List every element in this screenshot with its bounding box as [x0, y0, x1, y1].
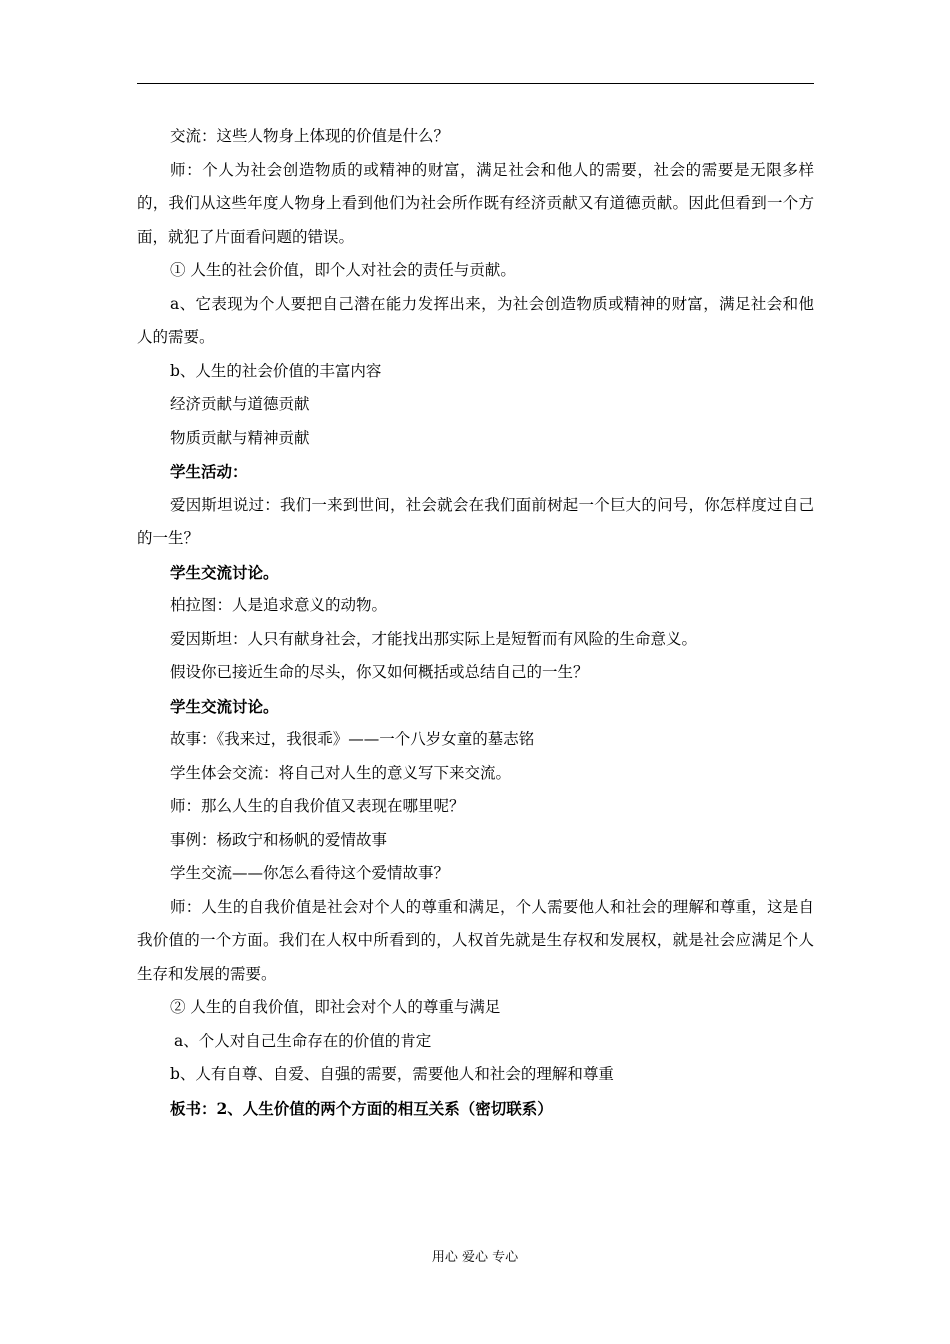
paragraph-social-value: ① 人生的社会价值，即个人对社会的责任与贡献。: [170, 261, 516, 279]
header-rule: [137, 83, 814, 84]
paragraph-student-experience: 学生体会交流：将自己对人生的意义写下来交流。: [170, 763, 512, 782]
paragraph-suppose: 假设你已接近生命的尽头，你又如何概括或总结自己的一生？: [170, 663, 589, 681]
paragraph-einstein-2: 爱因斯坦：人只有献身社会，才能找出那实际上是短暂而有风险的生命意义。: [170, 629, 698, 648]
paragraph-einstein-quote: 爱因斯坦说过：我们一来到世间，社会就会在我们面前树起一个巨大的问号，你怎样度过自己的一生？: [137, 495, 814, 547]
paragraph-self-value-a: a、个人对自己生命存在的价值的肯定: [174, 1031, 432, 1050]
paragraph-teacher-1: 师：个人为社会创造物质的或精神的财富，满足社会和他人的需要，社会的需要是无限多样的，我们从这些年度人物身上看到他们为社会所作既有经济贡献又有道德贡献。因此但看到一个方面，就犯了片面看问题的错误。: [137, 160, 814, 246]
page-footer: 用心 爱心 专心: [431, 1250, 519, 1265]
heading-blackboard: 板书：2、人生价值的两个方面的相互关系（密切联系）: [170, 1098, 553, 1118]
heading-student-discussion-1: 学生交流讨论。: [170, 562, 279, 582]
paragraph-teacher-question: 师：那么人生的自我价值又表现在哪里呢？: [170, 797, 465, 815]
paragraph-exchange-question: 交流：这些人物身上体现的价值是什么？: [170, 127, 450, 145]
paragraph-economic-moral: 经济贡献与道德贡献: [170, 395, 310, 413]
paragraph-self-value-b: b、人有自尊、自爱、自强的需要，需要他人和社会的理解和尊重: [170, 1065, 614, 1083]
paragraph-plato: 柏拉图：人是追求意义的动物。: [170, 596, 388, 614]
heading-student-discussion-2: 学生交流讨论。: [170, 696, 279, 716]
paragraph-social-value-b: b、人生的社会价值的丰富内容: [170, 361, 382, 380]
heading-student-activity: 学生活动：: [170, 462, 248, 481]
paragraph-self-value: ② 人生的自我价值，即社会对个人的尊重与满足: [170, 998, 501, 1016]
paragraph-example: 事例：杨政宁和杨帆的爱情故事: [170, 830, 388, 849]
paragraph-material-spiritual: 物质贡献与精神贡献: [170, 428, 310, 447]
paragraph-story: 故事：《我来过，我很乖》——一个八岁女童的墓志铭: [170, 730, 535, 748]
paragraph-student-exchange: 学生交流——你怎么看待这个爱情故事？: [170, 864, 450, 882]
page-body: [137, 120, 814, 1125]
paragraph-social-value-a: a、它表现为个人要把自己潜在能力发挥出来，为社会创造物质或精神的财富，满足社会和他人的需要。: [137, 294, 814, 346]
paragraph-teacher-2: 师：人生的自我价值是社会对个人的尊重和满足，个人需要他人和社会的理解和尊重，这是自我价值的一个方面。我们在人权中所看到的，人权首先就是生存权和发展权，就是社会应满足个人生存和发展的需要。: [137, 897, 814, 983]
